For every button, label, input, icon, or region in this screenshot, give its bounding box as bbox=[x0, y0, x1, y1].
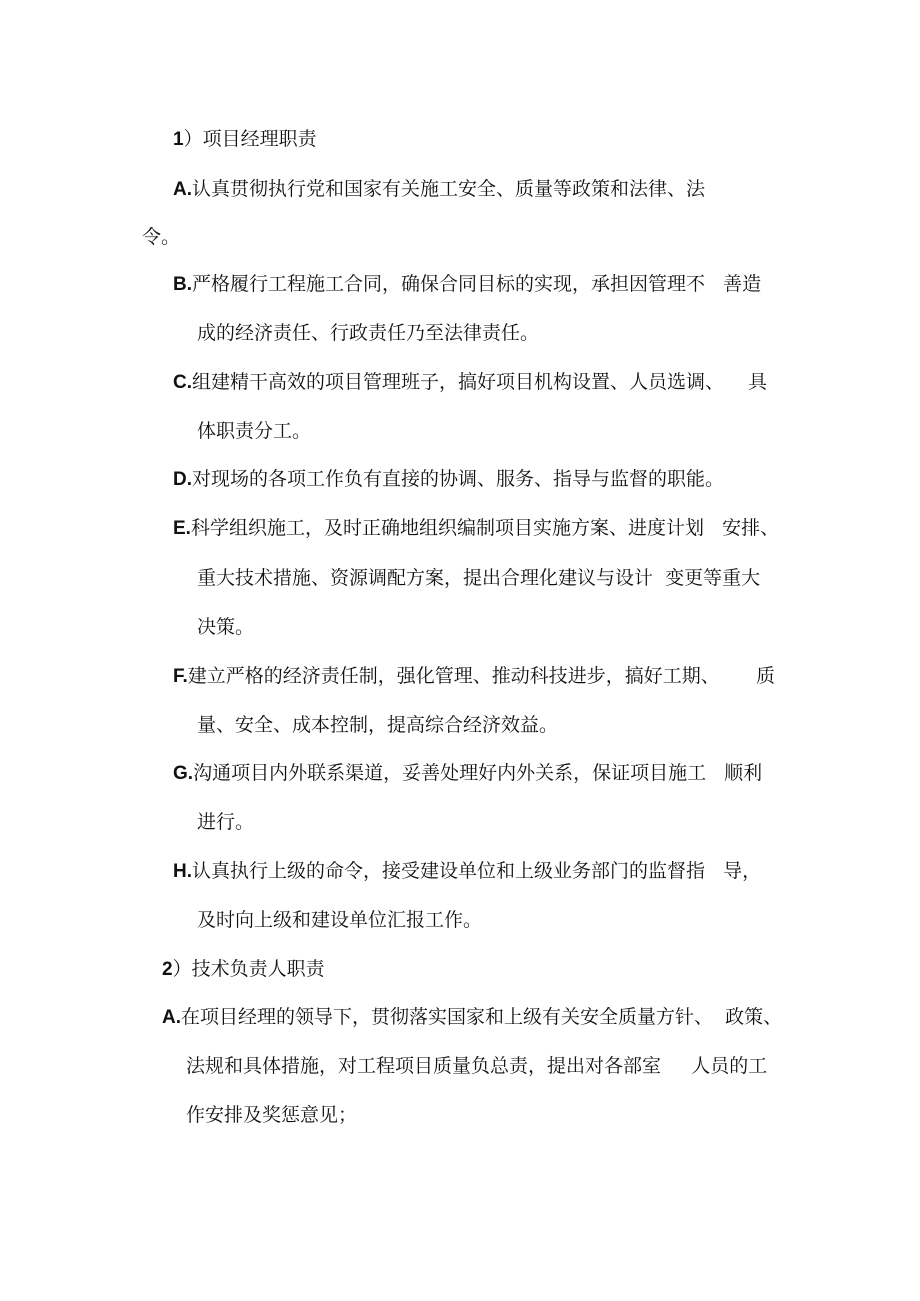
item-marker: H. bbox=[173, 861, 192, 882]
item-marker: A. bbox=[162, 1007, 181, 1028]
item-line: 建立严格的经济责任制，强化管理、推动科技进步，搞好工期、 质 bbox=[187, 665, 776, 687]
duty-item-c bbox=[173, 370, 767, 395]
item-marker: C. bbox=[173, 372, 192, 393]
item-line-continuation: 及时向上级和建设单位汇报工作。 bbox=[197, 909, 483, 931]
item-line-continuation: 法规和具体措施，对工程项目质量负总责，提出对各部室 人员的工 bbox=[186, 1055, 768, 1077]
item-line-continuation: 决策。 bbox=[197, 616, 255, 638]
item-marker: G. bbox=[173, 763, 194, 784]
duty-item-g bbox=[173, 761, 762, 786]
item-line-continuation: 重大技术措施、资源调配方案，提出合理化建议与设计 变更等重大 bbox=[197, 567, 761, 589]
heading-number: 1 bbox=[173, 129, 184, 150]
item-marker: B. bbox=[173, 274, 192, 295]
duty-item-e bbox=[173, 516, 779, 541]
duty-item-b bbox=[173, 272, 761, 297]
item-line-continuation: 成的经济责任、行政责任乃至法律责任。 bbox=[197, 322, 540, 344]
item-line-continuation: 体职责分工。 bbox=[197, 420, 312, 442]
item-line: 科学组织施工，及时正确地组织编制项目实施方案、进度计划 安排、 bbox=[190, 517, 780, 539]
item-marker: D. bbox=[173, 469, 192, 490]
item-line: 组建精干高效的项目管理班子，搞好项目机构设置、人员选调、 具 bbox=[192, 371, 768, 393]
item-line: 严格履行工程施工合同，确保合同目标的实现，承担因管理不 善造 bbox=[192, 273, 762, 295]
item-line-continuation: 令。 bbox=[142, 226, 181, 248]
item-line: 认真执行上级的命令，接受建设单位和上级业务部门的监督指 导， bbox=[192, 860, 762, 882]
duty-item-h bbox=[173, 859, 761, 884]
item-line: 在项目经理的领导下，贯彻落实国家和上级有关安全质量方针、 政策、 bbox=[181, 1006, 783, 1028]
item-line-continuation: 进行。 bbox=[197, 811, 255, 833]
heading-text: ）技术负责人职责 bbox=[172, 958, 325, 980]
item-line-continuation: 作安排及奖惩意见； bbox=[186, 1104, 358, 1126]
item-line: 对现场的各项工作负有直接的协调、服务、指导与监督的职能。 bbox=[192, 468, 725, 490]
section-heading-1 bbox=[173, 127, 317, 152]
item-marker: F. bbox=[173, 666, 188, 687]
duty-item-f bbox=[173, 664, 775, 689]
section-heading-2 bbox=[162, 957, 325, 982]
item-line: 认真贯彻执行党和国家有关施工安全、质量等政策和法律、法 bbox=[192, 178, 706, 200]
item-line-continuation: 量、安全、成本控制，提高综合经济效益。 bbox=[197, 714, 559, 736]
duty-item-d bbox=[173, 467, 724, 492]
item-marker: E. bbox=[173, 518, 191, 539]
heading-number: 2 bbox=[162, 959, 173, 980]
item-marker: A. bbox=[173, 179, 192, 200]
duty-item-2a bbox=[162, 1005, 782, 1030]
duty-item-a bbox=[173, 177, 705, 202]
heading-text: ）项目经理职责 bbox=[183, 128, 317, 150]
item-line: 沟通项目内外联系渠道，妥善处理好内外关系，保证项目施工 顺利 bbox=[193, 762, 763, 784]
